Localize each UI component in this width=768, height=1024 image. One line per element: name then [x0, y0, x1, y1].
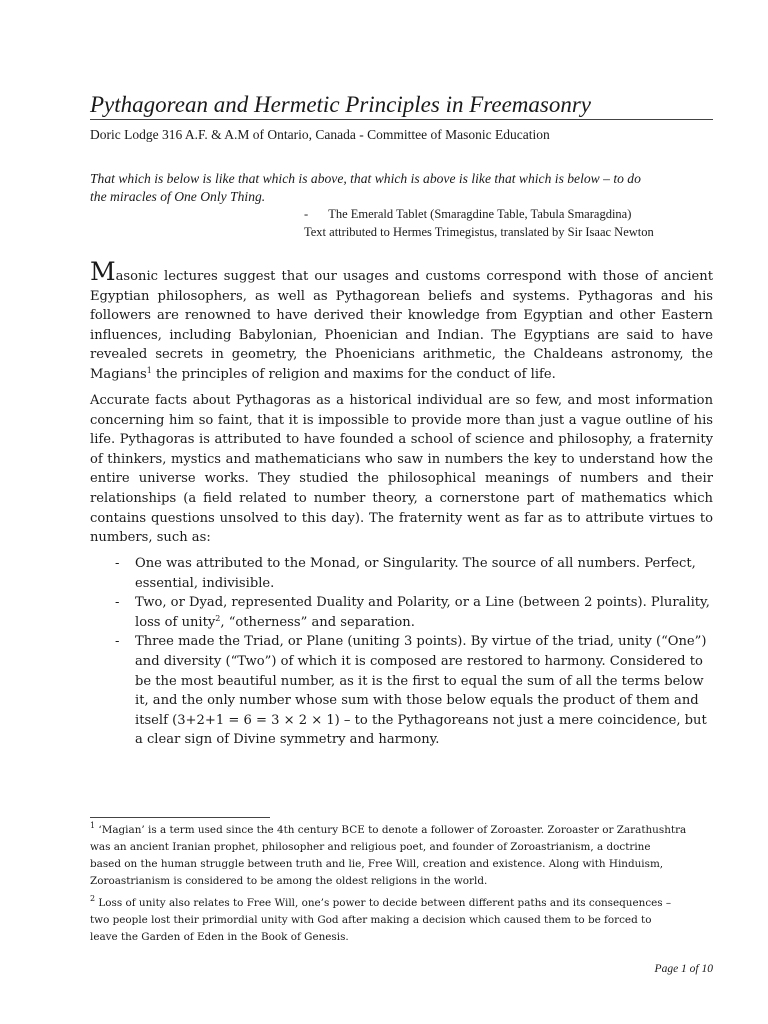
footnote-text: Loss of unity also relates to Free Will, one’s power to decide between different paths and its consequences – — [95, 897, 672, 909]
footnote-line — [90, 822, 713, 839]
list-item — [90, 593, 713, 632]
list-dash: - — [115, 556, 120, 571]
epigraph-quote — [90, 170, 713, 206]
epigraph-attribution-author: Text attributed to Hermes Trimegistus, translated by Sir Isaac Newton — [304, 225, 654, 239]
list-item-text: Three made the Triad, or Plane (uniting 3 points). By virtue of the triad, unity (“One”) and diversity (“Two”) of which it is composed are restored to harmony. Considered to be the most beautiful number, as it is the first to equal the sum of all the terms below it, and the only number whose sum with those below equals the product of them and itself (3+2+1 = 6 = 3 × 2 × 1) – to the Pythagoreans not just a mere coincidence, but a clear sign of Divine symmetry and harmony. — [135, 634, 707, 748]
paragraph-1 — [90, 257, 713, 385]
list-dash: - — [115, 634, 120, 650]
list-item-text: One was attributed to the Monad, or Singularity. The source of all numbers. Perfect, essential, indivisible. — [135, 556, 696, 591]
list-item-text: , “otherness” and separation. — [220, 614, 415, 630]
document-subtitle: Doric Lodge 316 A.F. & A.M of Ontario, Canada - Committee of Masonic Education — [90, 127, 550, 142]
footnote-mark: 2 — [90, 894, 96, 903]
page-number: Page 1 of 10 — [654, 963, 713, 975]
footnote-line: leave the Garden of Eden in the Book of Genesis. — [90, 931, 349, 943]
paragraph-text: the principles of religion and maxims for the conduct of life. — [151, 366, 556, 382]
paragraph-2: Accurate facts about Pythagoras as a historical individual are so few, and most information concerning him so faint, that it is impossible to provide more than just a vague outline of his life. Pythagoras is attributed to have founded a school of science and philosophy, a fraternity of thinkers, mystics and mathematicians who saw in numbers the key to understand how the entire universe works. They studied the philosophical meanings of numbers and their relationships (a field related to number theory, a cornerstone part of mathematics which contains questions unsolved to this day). The fraternity went as far as to attribute virtues to numbers, such as: — [90, 393, 713, 546]
title-underline — [90, 119, 713, 120]
footnote-text: ‘Magian’ is a term used since the 4th century BCE to denote a follower of Zoroaster. Zoroaster or Zarathushtra — [95, 824, 687, 836]
list-item — [90, 554, 713, 593]
paragraph-text: asonic lectures suggest that our usages and customs correspond with those of ancient Egyptian philosophers, as well as Pythagorean beliefs and systems. Pythagoras and his followers are renowned to have derived their knowledge from Egyptian and other Eastern influences, including Babylonian, Phoenician and Indian. The Egyptians are said to have revealed secrets in geometry, the Phoenicians arithmetic, the Chaldeans astronomy, the Magians — [90, 269, 713, 382]
footnote-mark: 1 — [90, 821, 96, 830]
epigraph-line: That which is below is like that which is above, that which is above is like that which is below – to do — [90, 171, 641, 186]
footnote-1 — [90, 822, 713, 890]
document-page — [90, 0, 713, 1024]
footnote-2 — [90, 895, 713, 946]
drop-cap: M — [90, 257, 116, 286]
attribution-dash: - — [304, 207, 309, 221]
footnote-line: Zoroastrianism is considered to be among the oldest religions in the world. — [90, 875, 488, 887]
list-item — [90, 632, 713, 750]
footnote-line: two people lost their primordial unity with God after making a decision which caused them to be forced to — [90, 914, 652, 926]
attribution-source: The Emerald Tablet (Smaragdine Table, Tabula Smaragdina) — [328, 207, 632, 221]
epigraph-attribution — [304, 206, 713, 222]
epigraph-line: the miracles of One Only Thing. — [90, 189, 266, 204]
list-item-text: Two, or Dyad, represented Duality and Polarity, or a Line (between 2 points). Plurality, loss of unity — [135, 595, 710, 630]
footnote-line — [90, 895, 713, 912]
footnote-line: was an ancient Iranian prophet, philosopher and religious poet, and founder of Zoroastrianism, a doctrine — [90, 841, 651, 853]
footnote-separator — [90, 817, 270, 818]
footnote-line: based on the human struggle between truth and lie, Free Will, creation and existence. Along with Hinduism, — [90, 858, 664, 870]
footnote-ref-2[interactable]: 2 — [215, 613, 221, 623]
number-virtues-list — [90, 554, 713, 750]
list-dash: - — [115, 595, 120, 611]
footnote-ref-1[interactable]: 1 — [146, 365, 152, 375]
document-title: Pythagorean and Hermetic Principles in Freemasonry — [90, 92, 591, 117]
